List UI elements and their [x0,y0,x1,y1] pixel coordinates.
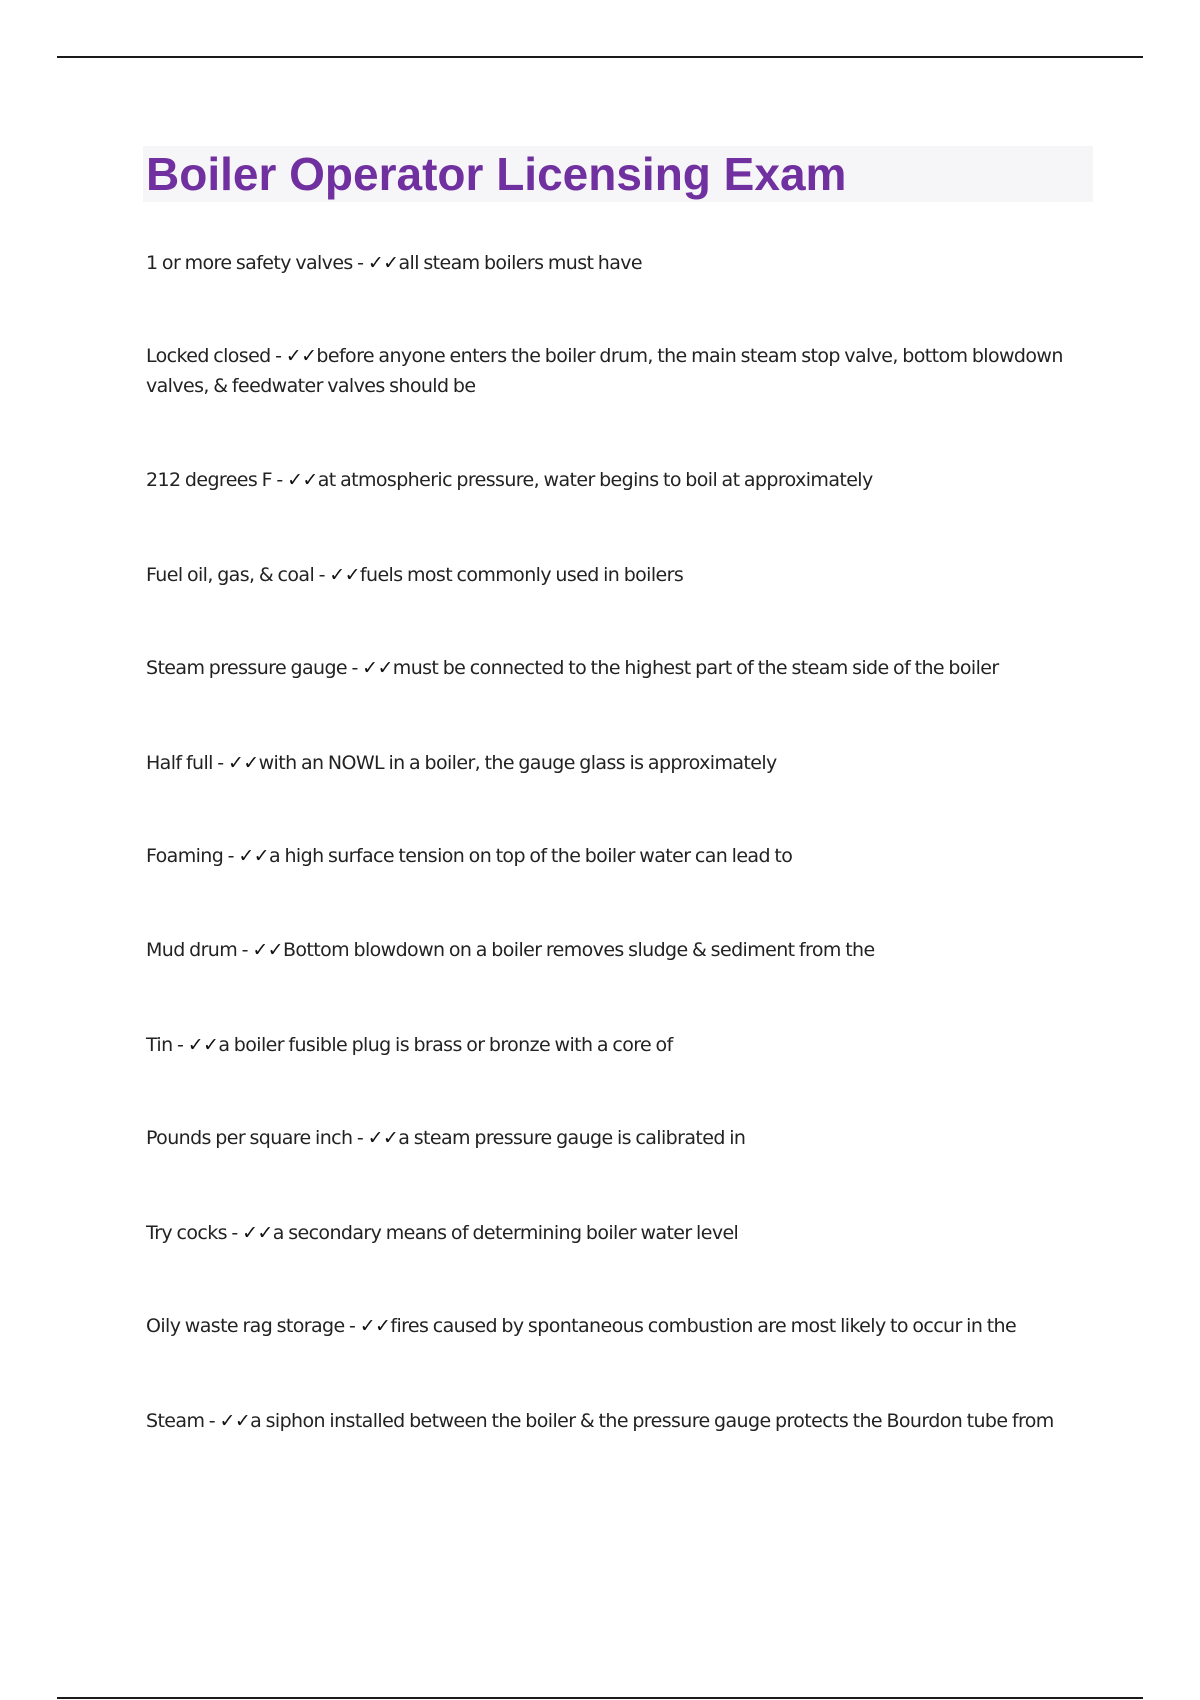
separator: - [226,1222,243,1244]
question-text: a high surface tension on top of the boiler water can lead to [269,845,793,867]
separator: - [204,1410,220,1432]
answer-text: 1 or more safety valves [146,252,353,274]
answer-text: Pounds per square inch [146,1127,353,1149]
separator: - [212,752,228,774]
check-mark-icon: ✓✓ [227,752,259,774]
qa-item [146,935,1096,965]
qa-item [146,653,1096,683]
check-mark-icon: ✓✓ [367,252,399,274]
check-mark-icon: ✓✓ [359,1315,391,1337]
check-mark-icon: ✓✓ [367,1127,399,1149]
answer-text: Steam pressure gauge [146,657,347,679]
separator: - [347,657,363,679]
qa-item [146,1030,1096,1060]
top-rule [57,56,1143,58]
answer-text: 212 degrees F [146,469,272,491]
question-text: fuels most commonly used in boilers [359,564,684,586]
qa-item [146,1406,1096,1436]
question-text: a secondary means of determining boiler water level [272,1222,739,1244]
qa-item [146,1218,1096,1248]
document-title: Boiler Operator Licensing Exam [146,148,847,200]
qa-item [146,1311,1096,1341]
question-text: at atmospheric pressure, water begins to boil at approximately [317,469,873,491]
question-text: a siphon installed between the boiler & the pressure gauge protects the Bourdon tube from [250,1410,1054,1432]
answer-text: Mud drum [146,939,238,961]
answer-text: Locked closed [146,345,271,367]
qa-item [146,248,1096,278]
answer-text: Steam [146,1410,205,1432]
qa-item [146,560,1096,590]
question-text: Bottom blowdown on a boiler removes sludge & sediment from the [282,939,875,961]
check-mark-icon: ✓✓ [242,1222,273,1244]
question-text: before anyone enters the boiler drum, the main steam stop valve, bottom blowdown valves, & feedwater valves should be [146,345,1063,397]
qa-item [146,341,1096,401]
check-mark-icon: ✓✓ [362,657,393,679]
answer-text: Oily waste rag storage [146,1315,345,1337]
separator: - [352,1127,368,1149]
check-mark-icon: ✓✓ [329,564,360,586]
question-text: all steam boilers must have [398,252,643,274]
question-text: fires caused by spontaneous combustion are most likely to occur in the [390,1315,1017,1337]
separator: - [223,845,239,867]
answer-text: Try cocks [146,1222,227,1244]
qa-item [146,465,1096,495]
separator: - [314,564,330,586]
answer-text: Tin [146,1034,173,1056]
question-text: must be connected to the highest part of the steam side of the boiler [392,657,999,679]
separator: - [237,939,253,961]
question-text: with an NOWL in a boiler, the gauge glass is approximately [258,752,777,774]
question-text: a steam pressure gauge is calibrated in [398,1127,746,1149]
answer-text: Fuel oil, gas, & coal [146,564,315,586]
qa-item [146,748,1096,778]
check-mark-icon: ✓✓ [187,1034,219,1056]
separator: - [270,345,286,367]
bottom-rule [57,1697,1143,1699]
answer-text: Half full [146,752,213,774]
qa-item [146,1123,1096,1153]
check-mark-icon: ✓✓ [238,845,269,867]
check-mark-icon: ✓✓ [219,1410,251,1432]
separator: - [344,1315,360,1337]
qa-item [146,841,1096,871]
separator: - [172,1034,188,1056]
answer-text: Foaming [146,845,224,867]
question-text: a boiler fusible plug is brass or bronze with a core of [218,1034,673,1056]
check-mark-icon: ✓✓ [287,469,318,491]
check-mark-icon: ✓✓ [252,939,283,961]
separator: - [271,469,288,491]
check-mark-icon: ✓✓ [285,345,317,367]
separator: - [352,252,368,274]
